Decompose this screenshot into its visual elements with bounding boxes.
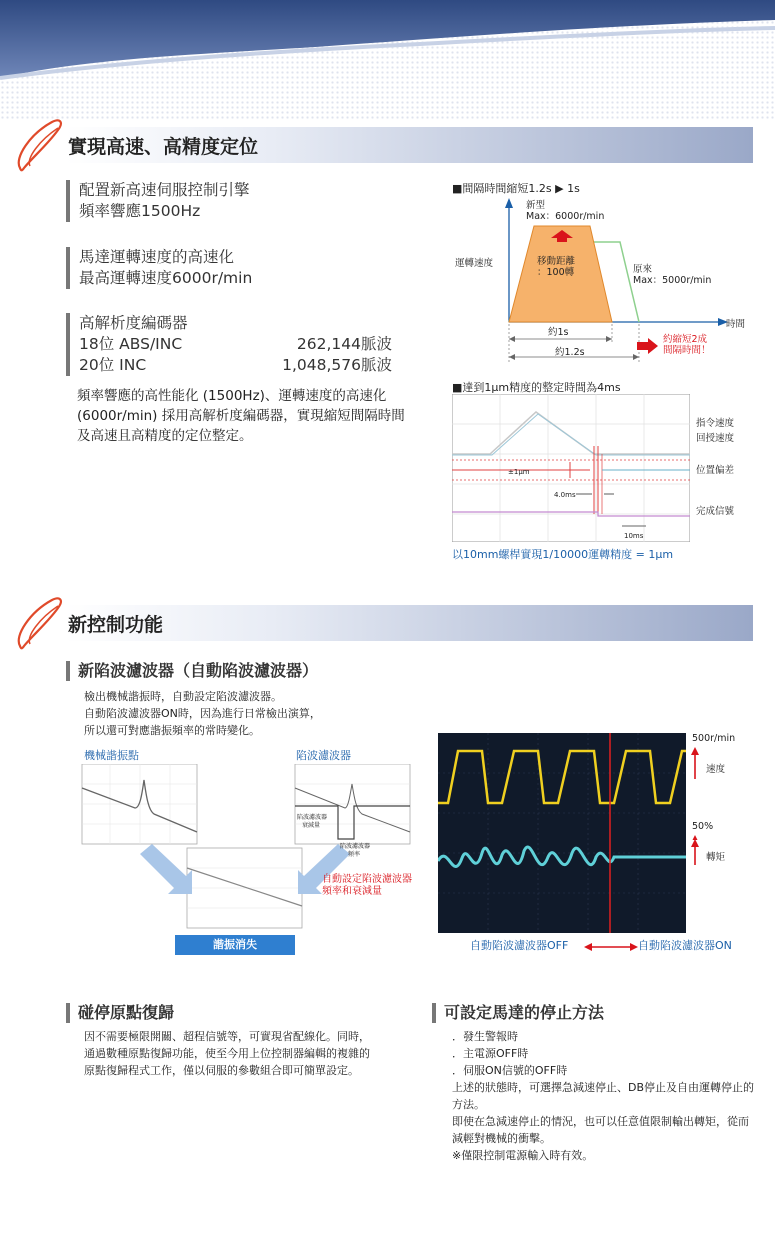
chart1-distance2: ：100轉 [537,267,575,278]
encoder-20bit-value: 1,048,576脈波 [282,356,392,374]
speed-up-arrow-icon [691,747,699,755]
stop-text1: 上述的狀態時，可選擇急減速停止、DB停止及自由運轉停止的方法。 [452,1081,755,1111]
torque-trace [438,847,686,866]
chart1-y-label: 運轉速度 [455,258,494,269]
notch-heading: 新陷波濾波器（自動陷波濾波器） [66,661,318,681]
stop-item2: ．主電源OFF時 [452,1047,529,1060]
chart2-label-cmd: 指令速度 [696,418,735,429]
feature-speed-line1: 馬達運轉速度的高速化 [79,248,235,266]
chart2-label-dev: 位置偏差 [696,465,735,476]
section2-header [12,596,753,646]
chart2-footer: 以10mm螺桿實現1/10000運轉精度 = 1μm [452,548,674,561]
homing-heading: 碰停原點復歸 [66,1003,174,1023]
auto-set1: 自動設定陷波濾波器 [322,874,412,885]
encoder-18bit-value: 262,144脈波 [296,335,392,353]
section2-title: 新控制功能 [68,614,164,636]
notch-diagram [80,764,425,944]
encoder-row-20bit [79,355,392,376]
chart1-distance1: 移動距離 [537,256,576,267]
auto-set2: 頻率和衰減量 [322,886,382,897]
chart1-caption: ■間隔時間縮短1.2s ▶ 1s [452,182,580,195]
stop-text2: 即使在急減速停止的情況，也可以任意值限制輸出轉矩，從而減輕對機械的衝擊。 [452,1115,749,1145]
speed-trace [438,751,686,803]
label-freq1: 陷波濾波器 [340,843,371,850]
chart1-note1: 約縮短2成 [663,334,708,345]
notch-desc2: 自動陷波濾波器ON時，因為進行日常檢出演算， [84,707,321,720]
oscilloscope-screen [438,733,686,933]
banner-wave [0,0,775,120]
feature-encoder [66,313,392,376]
scope-trace [438,733,686,933]
feature-engine-line1: 配置新高速伺服控制引擎 [79,181,250,199]
feature-encoder-line1: 高解析度編碼器 [79,314,188,332]
encoder-20bit-label: 20位 INC [79,356,147,374]
scope-label-500: 500r/min [692,733,736,744]
chart2-10ms: 10ms [624,532,644,540]
feature-speed-line2: 最高運轉速度6000r/min [79,269,253,287]
scope-up-arrows [689,745,703,840]
scope-on-label: 自動陷波濾波器ON [638,939,732,952]
stop-item3: ．伺服ON信號的OFF時 [452,1064,568,1077]
scope-off-label: 自動陷波濾波器OFF [470,939,569,952]
chart1-old-type: 原來 [633,264,653,275]
label-depth1: 陷波濾波器 [297,814,328,821]
scope-label-torque: 轉矩 [706,852,726,863]
chart1-t-old: 約1.2s [555,347,585,358]
notch-desc1: 檢出機械諧振時，自動設定陷波濾波器。 [84,690,282,703]
down-right-arrow-icon [140,844,192,894]
off-on-double-arrow-icon [584,942,638,952]
chart2-label-done: 完成信號 [696,506,735,517]
chart1-old-max: Max：5000r/min [633,275,712,286]
section1-title: 實現高速、高精度定位 [68,136,259,158]
chart1-new-max: Max：6000r/min [526,211,605,222]
chart1-x-label: 時間 [726,319,746,330]
chart2-caption: ■達到1μm精度的整定時間為4ms [452,381,621,394]
feature-engine [66,180,250,222]
scope-label-50: 50% [692,821,714,832]
chart1-y-arrow [505,198,513,208]
feature-engine-line2: 頻率響應1500Hz [79,202,201,220]
swoosh-icon [12,118,72,173]
encoder-18bit-label: 18位 ABS/INC [79,335,183,353]
notch-desc3: 所以還可對應諧振頻率的常時變化。 [84,724,260,737]
stop-heading: 可設定馬達的停止方法 [432,1003,604,1023]
settling-time-chart [452,394,690,542]
stop-item1: ．發生警報時 [452,1030,518,1043]
chart2-4ms: 4.0ms [554,491,576,499]
homing-text: 因不需要極限開關、超程信號等，可實現省配線化。同時，通過數種原點復歸功能，使至今用上位控制器編輯的複雜的原點復歸程式工作，僅以伺服的參數組合即可簡單設定。 [84,1030,370,1077]
torque-arrow [689,837,703,867]
chart1-new-type: 新型 [526,200,546,211]
chart1-t-new: 約1s [548,327,569,338]
label-filter: 陷波濾波器 [296,749,351,762]
swoosh-icon [12,596,72,651]
resonance-vanish-banner: 諧振消失 [175,935,295,955]
label-depth2: 衰減量 [302,822,321,829]
section1-header [12,118,753,168]
header-bar [66,605,753,641]
feature-speed [66,247,252,289]
scope-label-speed: 速度 [706,764,726,775]
label-freq2: 頻率 [348,851,361,858]
label-resonance: 機械諧振點 [84,749,139,762]
reduction-arrow-icon [637,338,658,354]
section1-description: 頻率響應的高性能化 (1500Hz)、運轉速度的高速化 (6000r/min) 採用高解析度編碼器，實現縮短間隔時間及高速且高精度的定位整定。 [77,388,405,444]
stop-text3: ※僅限控制電源輸入時有效。 [452,1149,594,1162]
chart1-note2: 間隔時間！ [663,345,711,356]
chart2-pm1um: ±1μm [508,468,530,476]
chart2-label-fb: 回授速度 [696,433,735,444]
top-banner [0,0,775,120]
encoder-row-18bit [79,334,392,355]
